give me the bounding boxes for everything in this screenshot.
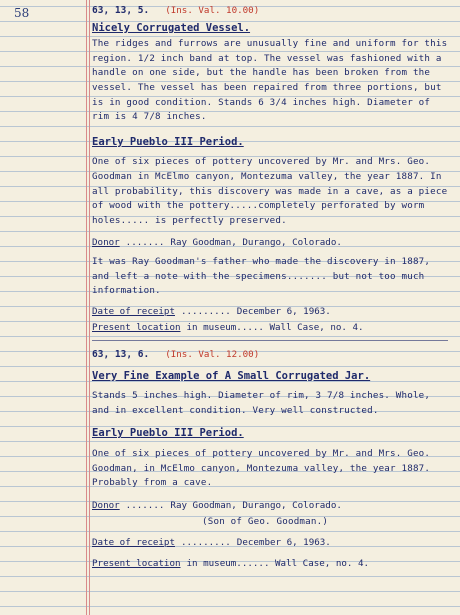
margin-line	[86, 0, 87, 615]
donor-name: Ray Goodman, Durango, Colorado.	[170, 499, 342, 511]
receipt-line: Date of receipt ......... December 6, 1963.	[92, 536, 452, 551]
receipt-label: Date of receipt	[92, 305, 175, 317]
entry-divider	[92, 340, 448, 341]
receipt-line: Date of receipt ......... December 6, 1963.	[92, 305, 452, 320]
item-title: Nicely Corrugated Vessel.	[92, 21, 251, 34]
receipt-label: Date of receipt	[92, 536, 175, 548]
donor-label: Donor	[92, 499, 120, 511]
receipt-date: December 6, 1963.	[236, 536, 331, 548]
catalog-number: 63, 13, 6.	[92, 349, 150, 360]
margin-line-inner	[89, 0, 90, 615]
origin-text: One of six pieces of pottery uncovered by Mr. and Mrs. Geo. Goodman, in McElmo canyon, Montezuma valley, the year 1887. Probably from a cave.	[92, 447, 431, 489]
donor-label: Donor	[92, 237, 120, 249]
insured-value: (Ins. Val. 10.00)	[165, 5, 260, 16]
item-description: Stands 5 inches high. Diameter of rim, 3 7/8 inches. Whole, and in excellent condition. Very well constructed.	[92, 390, 431, 416]
donor-line: Donor ....... Ray Goodman, Durango, Colorado.	[92, 499, 452, 514]
donor-name: Ray Goodman, Durango, Colorado.	[170, 237, 342, 249]
catalog-entry	[92, 4, 452, 336]
period: Early Pueblo III Period.	[92, 135, 244, 148]
item-title: Very Fine Example of A Small Corrugated Jar.	[92, 369, 371, 382]
location-line	[92, 557, 452, 572]
item-description: The ridges and furrows are unusually fine and uniform for this region. 1/2 inch band at top. The vessel was fashioned with a handle on one side, but the handle has been broken from the vessel. The vessel has been repaired from three portions, but is in good condition. Stands 6 3/4 inches high. Diameter of rim is 4 7/8 inches.	[92, 38, 448, 123]
period: Early Pueblo III Period.	[92, 427, 244, 440]
catalog-number: 63, 13, 5.	[92, 5, 150, 16]
receipt-date: December 6, 1963.	[236, 305, 331, 317]
location-line	[92, 321, 452, 336]
donor-line: Donor ....... Ray Goodman, Durango, Colorado.	[92, 236, 452, 251]
location-value: in museum..... Wall Case, no. 4.	[186, 322, 364, 334]
location-label: Present location	[92, 557, 181, 569]
insured-value: (Ins. Val. 12.00)	[165, 349, 260, 360]
location-label: Present location	[92, 322, 181, 334]
origin-text: One of six pieces of pottery uncovered by Mr. and Mrs. Geo. Goodman in McElmo canyon, Montezuma valley, the year 1887. In all probability, this discovery was made in a cave, as a piece of wood with the pottery.....completely perforated by worm holes..... is perfectly preserved.	[92, 156, 448, 226]
donor-note: It was Ray Goodman's father who made the discovery in 1887, and left a note with the specimens....... but not too much information.	[92, 255, 431, 297]
donor-note: (Son of Geo. Goodman.)	[202, 516, 329, 528]
location-value: in museum...... Wall Case, no. 4.	[186, 557, 370, 569]
catalog-entry	[92, 348, 452, 571]
page-number: 58	[14, 6, 30, 20]
